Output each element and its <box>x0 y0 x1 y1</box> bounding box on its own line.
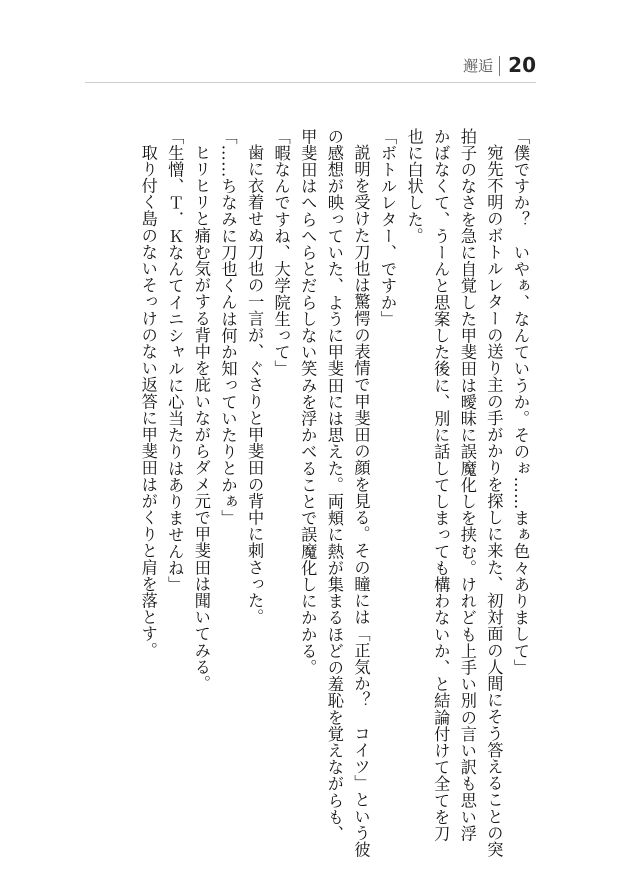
novel-body-text <box>134 128 533 858</box>
paragraph-narration: 取り付く島のないそっけのない返答に甲斐田はがくりと肩を落とす。 <box>138 144 158 659</box>
paragraph-narration: 宛先不明のボトルレターの送り主の手がかりを探しに来た、初対面の人間にそう答えることの突拍子のなさを急に自覚した甲斐田は曖昧に誤魔化しを挟む。けれども上手い別の言い訳も思い浮かばなくて、うーんと思案した後に、別に話してしまっても構わないか、と結論付けて全てを刀也に白状した。 <box>404 128 504 858</box>
chapter-title: 邂逅 <box>463 56 500 76</box>
page-number: 20 <box>508 53 536 77</box>
paragraph-dialogue: 「暇なんですね、大学院生って」 <box>271 128 291 377</box>
paragraph-narration: 歯に衣着せぬ刀也の一言が、ぐさりと甲斐田の背中に刺さった。 <box>245 144 265 626</box>
paragraph-dialogue: 「生憎、Ｔ．Ｋなんてイニシャルに心当たりはありませんね」 <box>165 128 185 593</box>
paragraph-dialogue: 「僕ですか？ いやぁ、なんていうか。そのぉ……まぁ色々ありまして」 <box>511 128 530 676</box>
paragraph-narration: 説明を受けた刀也は驚愕の表情で甲斐田の顔を見る。その瞳には「正気か？ コイツ」という彼の感想が映っていた、ように甲斐田には思えた。両頬に熱が集まるほどの羞恥を覚えながらも、甲斐田はへらへらとだらしない笑みを浮かべることで誤魔化しにかかる。 <box>298 128 371 858</box>
paragraph-dialogue: 「……ちなみに刀也くんは何か知っていたりとかぁ」 <box>218 128 238 527</box>
header-divider <box>85 82 536 83</box>
page-header <box>463 52 536 76</box>
paragraph-narration: ヒリヒリと痛む気がする背中を庇いながらダメ元で甲斐田は聞いてみる。 <box>191 144 211 692</box>
paragraph-dialogue: 「ボトルレター、ですか」 <box>378 128 398 328</box>
